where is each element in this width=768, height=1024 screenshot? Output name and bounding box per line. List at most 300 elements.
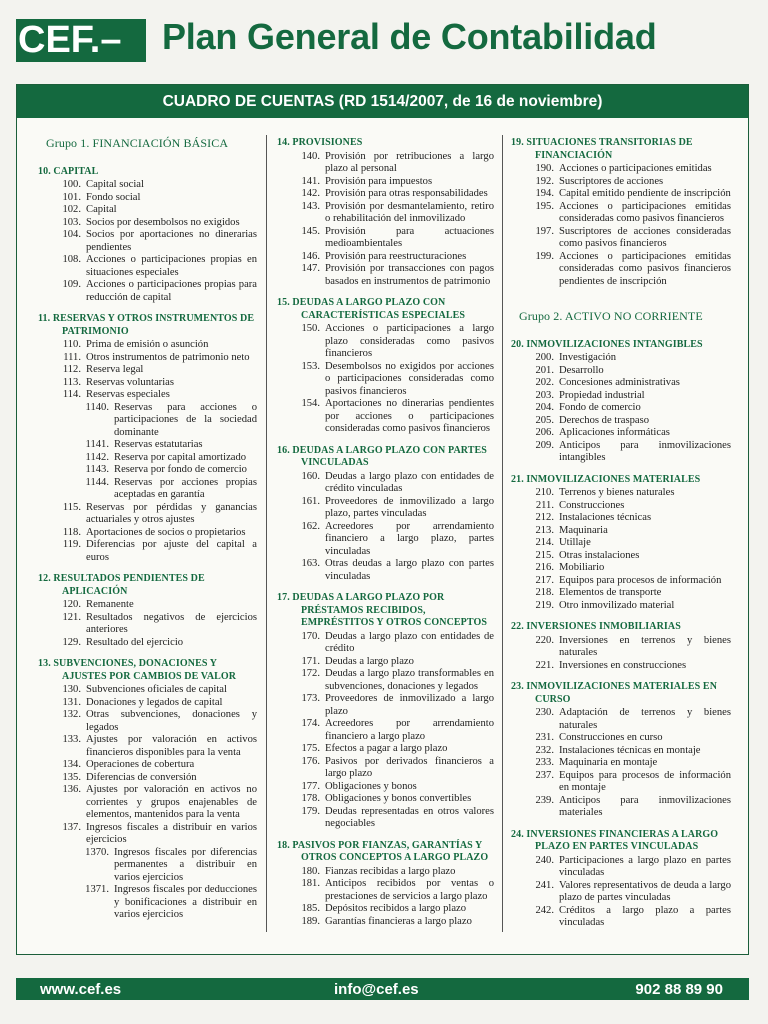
account-number: 1141. <box>85 439 109 450</box>
account-name: Deudas a largo plazo <box>325 655 414 667</box>
account-name: Reservas estatutarias <box>114 439 203 450</box>
account-row <box>38 527 257 540</box>
account-name: Resultados negativos de ejercicios anteriores <box>86 611 257 635</box>
account-row <box>511 562 731 575</box>
account-number: 143. <box>301 200 320 212</box>
account-section <box>38 658 257 922</box>
account-row <box>277 323 494 361</box>
account-row <box>38 759 257 772</box>
account-row <box>38 477 257 502</box>
account-name: Deudas representadas en otros valores negociables <box>325 805 494 829</box>
account-row <box>38 254 257 279</box>
section-heading: 19. SITUACIONES TRANSITORIAS DE FINANCIACIÓN <box>511 137 693 161</box>
account-number: 100. <box>62 179 81 190</box>
account-number: 216. <box>535 562 554 573</box>
account-section <box>277 297 494 436</box>
account-row <box>277 188 494 201</box>
account-row <box>511 377 731 390</box>
account-name: Mobiliario <box>559 562 605 573</box>
account-name: Desembolsos no exigidos por acciones o participaciones consideradas como pasivos financieros <box>325 360 494 397</box>
account-number: 133. <box>62 734 81 745</box>
account-name: Capital emitido pendiente de inscripción <box>559 188 731 199</box>
account-name: Reserva legal <box>86 364 144 375</box>
account-name: Deudas a largo plazo transformables en subvenciones, donaciones y legados <box>325 668 494 692</box>
account-row <box>38 734 257 759</box>
account-number: 209. <box>535 439 554 451</box>
section-heading: 12. RESULTADOS PENDIENTES DE APLICACIÓN <box>38 573 205 597</box>
account-row <box>277 781 494 794</box>
section-heading: 17. DEUDAS A LARGO PLAZO POR PRÉSTAMOS RECIBIDOS, EMPRÉSTITOS Y OTROS CONCEPTOS <box>277 592 488 628</box>
account-number: 203. <box>535 389 554 401</box>
section-heading: 21. INMOVILIZACIONES MATERIALES <box>511 473 701 485</box>
account-name: Proveedores de inmovilizado a largo plazo <box>325 693 494 717</box>
account-row <box>38 192 257 205</box>
account-section <box>277 840 494 929</box>
account-row <box>277 496 494 521</box>
account-name: Acciones o participaciones emitidas <box>559 163 712 174</box>
account-number: 175. <box>301 743 320 754</box>
account-row <box>277 263 494 288</box>
account-number: 171. <box>301 655 320 667</box>
account-row <box>511 795 731 820</box>
account-row <box>38 217 257 230</box>
account-name: Acreedores por arrendamiento financiero a largo plazo <box>325 718 494 742</box>
account-number: 212. <box>535 512 554 523</box>
account-name: Terrenos y bienes naturales <box>559 487 675 498</box>
account-name: Ingresos fiscales a distribuir en varios ejercicios <box>86 821 257 845</box>
account-name: Reservas voluntarias <box>86 376 174 388</box>
section-heading: 24. INVERSIONES FINANCIERAS A LARGO PLAZO EN PARTES VINCULADAS <box>511 828 719 852</box>
account-row <box>38 502 257 527</box>
account-row <box>511 415 731 428</box>
account-name: Capital social <box>86 179 144 190</box>
account-row <box>277 668 494 693</box>
account-row <box>511 660 731 673</box>
account-name: Provisión por desmantelamiento, retiro o rehabilitación del inmovilizado <box>325 200 494 224</box>
account-row <box>277 866 494 879</box>
website-link[interactable]: www.cef.es <box>40 981 122 998</box>
account-number: 215. <box>535 549 554 561</box>
account-section <box>511 474 731 613</box>
account-name: Acciones o participaciones propias en situaciones especiales <box>86 254 257 278</box>
group-heading: Grupo 1. FINANCIACIÓN BÁSICA <box>46 136 229 150</box>
account-name: Adaptación de terrenos y bienes naturales <box>559 707 731 731</box>
account-row <box>38 377 257 390</box>
account-name: Fondo social <box>86 191 141 203</box>
account-row <box>511 251 731 289</box>
account-name: Valores representativos de deuda a largo plazo de partes vinculadas <box>559 879 731 903</box>
account-number: 185. <box>301 903 320 914</box>
account-name: Efectos a pagar a largo plazo <box>325 743 448 754</box>
account-number: 111. <box>63 351 81 363</box>
account-row <box>38 389 257 402</box>
account-name: Reserva por capital amortizado <box>114 451 247 463</box>
account-name: Propiedad industrial <box>559 389 645 401</box>
account-row <box>38 179 257 192</box>
account-row <box>38 612 257 637</box>
column-divider <box>502 135 503 932</box>
account-name: Ingresos fiscales por diferencias permanentes a distribuir en varios ejercicios <box>114 846 257 883</box>
account-row <box>511 525 731 538</box>
account-name: Deudas a largo plazo con entidades de crédito vinculadas <box>325 470 494 494</box>
account-name: Participaciones a largo plazo en partes vinculadas <box>559 854 731 878</box>
account-number: 102. <box>62 204 81 215</box>
account-name: Remanente <box>86 599 134 610</box>
account-name: Equipos para procesos de información en montaje <box>559 769 731 793</box>
account-name: Aplicaciones informáticas <box>559 427 670 438</box>
account-name: Aportaciones de socios o propietarios <box>86 526 246 538</box>
account-row <box>511 757 731 770</box>
account-number: 213. <box>535 524 554 536</box>
account-name: Construcciones en curso <box>559 732 663 743</box>
account-row <box>277 693 494 718</box>
account-name: Deudas a largo plazo con entidades de crédito <box>325 630 494 654</box>
account-row <box>38 204 257 217</box>
account-name: Reservas por pérdidas y ganancias actuariales y otros ajustes <box>86 501 257 525</box>
account-row <box>277 361 494 399</box>
account-name: Garantías financieras a largo plazo <box>325 915 472 927</box>
account-row <box>277 226 494 251</box>
account-number: 200. <box>535 352 554 363</box>
account-row <box>511 550 731 563</box>
account-number: 135. <box>62 771 81 783</box>
account-row <box>511 427 731 440</box>
account-number: 170. <box>301 630 320 642</box>
account-row <box>511 880 731 905</box>
account-row <box>277 201 494 226</box>
account-name: Desarrollo <box>559 364 604 376</box>
account-name: Acciones o participaciones emitidas consideradas como pasivos financieros pendientes de inscripción <box>559 250 731 287</box>
account-name: Elementos de transporte <box>559 587 662 598</box>
account-name: Pasivos por derivados financieros a largo plazo <box>325 755 494 779</box>
account-name: Otras subvenciones, donaciones y legados <box>86 709 257 733</box>
account-row <box>277 521 494 559</box>
account-name: Provisión para actuaciones medioambientales <box>325 225 494 249</box>
account-name: Acciones o participaciones a largo plazo consideradas como pasivos financieros <box>325 323 494 359</box>
account-number: 162. <box>301 520 320 532</box>
section-heading: 13. SUBVENCIONES, DONACIONES Y AJUSTES POR CAMBIOS DE VALOR <box>38 658 237 682</box>
account-name: Créditos a largo plazo a partes vinculadas <box>559 904 731 928</box>
account-row <box>277 251 494 264</box>
account-name: Maquinaria <box>559 524 608 536</box>
accounts-column-2 <box>277 137 494 937</box>
account-row <box>38 822 257 847</box>
account-row <box>511 390 731 403</box>
account-row <box>38 884 257 922</box>
account-name: Ajustes por valoración en activos no corrientes y grupos enajenables de elementos, mantenidos para la venta <box>86 784 257 820</box>
account-name: Capital <box>86 204 117 215</box>
account-name: Provisión por retribuciones a largo plazo al personal <box>325 150 494 174</box>
account-row <box>511 512 731 525</box>
account-name: Reservas por acciones propias aceptadas en garantía <box>114 476 257 500</box>
account-name: Reservas para acciones o participaciones de la sociedad dominante <box>114 401 257 438</box>
account-number: 141. <box>301 175 320 187</box>
account-row <box>38 539 257 564</box>
account-number: 241. <box>535 879 554 891</box>
account-number: 140. <box>301 150 320 162</box>
section-heading: 18. PASIVOS POR FIANZAS, GARANTÍAS Y OTROS CONCEPTOS A LARGO PLAZO <box>277 839 489 863</box>
account-name: Reservas especiales <box>86 389 170 400</box>
phone-number: 902 88 89 90 <box>635 981 723 998</box>
account-row <box>38 279 257 304</box>
account-number: 232. <box>535 744 554 756</box>
account-row <box>38 352 257 365</box>
account-section <box>277 592 494 831</box>
account-number: 205. <box>535 414 554 426</box>
account-number: 237. <box>535 769 554 781</box>
account-name: Diferencias por ajuste del capital a euros <box>86 539 257 563</box>
account-section <box>277 137 494 288</box>
account-row <box>38 637 257 650</box>
account-name: Utillaje <box>559 537 591 548</box>
account-number: 129. <box>62 636 81 648</box>
account-number: 219. <box>535 599 554 611</box>
account-number: 180. <box>301 865 320 877</box>
account-number: 1142. <box>85 451 109 463</box>
account-number: 118. <box>62 526 81 538</box>
account-name: Otro inmovilizado material <box>559 599 675 611</box>
account-row <box>277 903 494 916</box>
account-number: 211. <box>535 499 554 511</box>
account-row <box>38 339 257 352</box>
account-number: 240. <box>535 854 554 866</box>
account-name: Acreedores por arrendamiento financiero a largo plazo, partes vinculadas <box>325 520 494 557</box>
account-name: Instalaciones técnicas en montaje <box>559 744 701 756</box>
section-heading: 20. INMOVILIZACIONES INTANGIBLES <box>511 338 703 350</box>
account-name: Acciones o participaciones emitidas consideradas como pasivos financieros <box>559 200 731 224</box>
account-number: 177. <box>301 780 320 792</box>
account-number: 160. <box>301 470 320 482</box>
account-name: Fondo de comercio <box>559 402 641 413</box>
account-number: 233. <box>535 757 554 768</box>
account-number: 109. <box>62 279 81 290</box>
account-section <box>38 313 257 564</box>
account-number: 197. <box>535 225 554 237</box>
account-number: 178. <box>301 793 320 804</box>
account-number: 201. <box>535 364 554 376</box>
account-number: 137. <box>62 821 81 833</box>
account-number: 199. <box>535 250 554 262</box>
account-number: 104. <box>62 229 81 240</box>
account-section <box>511 621 731 672</box>
account-number: 231. <box>535 732 554 743</box>
account-row <box>277 806 494 831</box>
account-number: 181. <box>301 878 320 889</box>
account-row <box>511 635 731 660</box>
account-row <box>277 756 494 781</box>
account-row <box>511 440 731 465</box>
section-heading: 23. INMOVILIZACIONES MATERIALES EN CURSO <box>511 681 718 705</box>
account-number: 189. <box>301 915 320 927</box>
account-name: Reserva por fondo de comercio <box>114 464 247 475</box>
account-name: Depósitos recibidos a largo plazo <box>325 903 467 914</box>
account-number: 194. <box>535 188 554 199</box>
account-section <box>511 137 731 288</box>
account-name: Concesiones administrativas <box>559 377 680 388</box>
account-row <box>511 770 731 795</box>
account-section <box>511 681 731 820</box>
section-heading: 16. DEUDAS A LARGO PLAZO CON PARTES VINCULADAS <box>277 444 487 468</box>
cef-logo: CEF.– <box>16 19 146 62</box>
account-number: 112. <box>62 364 81 375</box>
account-row <box>38 464 257 477</box>
account-number: 172. <box>301 668 320 679</box>
account-row <box>511 365 731 378</box>
section-heading: 14. PROVISIONES <box>277 137 363 148</box>
account-section <box>38 573 257 649</box>
account-row <box>511 487 731 500</box>
account-number: 242. <box>535 904 554 916</box>
account-name: Otras deudas a largo plazo con partes vinculadas <box>325 558 494 582</box>
account-number: 113. <box>62 376 81 388</box>
account-row <box>277 743 494 756</box>
account-row <box>277 151 494 176</box>
account-section <box>277 445 494 584</box>
account-number: 108. <box>62 254 81 265</box>
account-number: 217. <box>535 574 554 586</box>
account-name: Ajustes por valoración en activos financieros disponibles para la venta <box>86 734 257 758</box>
account-name: Anticipos recibidos por ventas o prestaciones de servicios a largo plazo <box>325 878 494 902</box>
account-row <box>38 784 257 822</box>
account-row <box>38 772 257 785</box>
account-number: 218. <box>535 587 554 598</box>
account-row <box>511 226 731 251</box>
account-row <box>277 878 494 903</box>
account-number: 239. <box>535 794 554 806</box>
account-row <box>511 587 731 600</box>
account-number: 161. <box>301 495 320 507</box>
account-number: 202. <box>535 377 554 388</box>
account-name: Otras instalaciones <box>559 549 640 561</box>
account-row <box>38 684 257 697</box>
account-name: Operaciones de cobertura <box>86 759 195 770</box>
account-number: 147. <box>301 263 320 274</box>
account-number: 230. <box>535 707 554 718</box>
account-row <box>277 656 494 669</box>
section-heading: 22. INVERSIONES INMOBILIARIAS <box>511 621 681 632</box>
account-name: Provisión por transacciones con pagos basados en instrumentos de patrimonio <box>325 263 494 287</box>
account-row <box>38 697 257 710</box>
accounts-column-1 <box>38 137 257 931</box>
account-name: Anticipos para inmovilizaciones intangibles <box>559 439 731 463</box>
account-row <box>511 905 731 930</box>
account-name: Aportaciones no dinerarias pendientes por acciones o participaciones consideradas como pasivos financieros <box>325 398 494 434</box>
account-name: Acciones o participaciones propias para reducción de capital <box>86 279 257 303</box>
account-name: Resultado del ejercicio <box>86 636 184 648</box>
account-row <box>277 398 494 436</box>
group-heading: Grupo 2. ACTIVO NO CORRIENTE <box>519 309 703 323</box>
account-row <box>511 745 731 758</box>
account-name: Donaciones y legados de capital <box>86 696 223 708</box>
account-name: Diferencias de conversión <box>86 771 197 783</box>
account-row <box>38 709 257 734</box>
account-row <box>511 402 731 415</box>
account-row <box>511 732 731 745</box>
account-number: 1370. <box>85 846 109 858</box>
account-row <box>511 707 731 732</box>
account-row <box>277 793 494 806</box>
account-number: 173. <box>301 693 320 704</box>
account-row <box>511 352 731 365</box>
account-number: 136. <box>62 784 81 795</box>
account-row <box>511 855 731 880</box>
account-number: 221. <box>535 659 554 671</box>
account-row <box>511 500 731 513</box>
account-row <box>277 718 494 743</box>
account-number: 214. <box>535 537 554 548</box>
account-name: Instalaciones técnicas <box>559 512 652 523</box>
account-name: Socios por desembolsos no exigidos <box>86 216 240 228</box>
account-row <box>511 600 731 613</box>
account-row <box>277 471 494 496</box>
email-link[interactable]: info@cef.es <box>334 981 419 998</box>
section-banner: CUADRO DE CUENTAS (RD 1514/2007, de 16 de noviembre) <box>17 85 748 118</box>
account-name: Proveedores de inmovilizado a largo plazo, partes vinculadas <box>325 495 494 519</box>
account-number: 103. <box>62 216 81 228</box>
account-row <box>511 163 731 176</box>
account-number: 145. <box>301 225 320 237</box>
account-number: 134. <box>62 759 81 770</box>
account-number: 1140. <box>85 401 109 413</box>
section-heading: 15. DEUDAS A LARGO PLAZO CON CARACTERÍSTICAS ESPECIALES <box>277 297 466 321</box>
page-title: Plan General de Contabilidad <box>162 16 657 57</box>
account-number: 1143. <box>85 464 109 475</box>
account-name: Provisión para reestructuraciones <box>325 250 467 262</box>
account-number: 220. <box>535 634 554 646</box>
account-number: 115. <box>62 501 81 513</box>
account-number: 114. <box>62 389 81 400</box>
account-row <box>511 537 731 550</box>
account-name: Otros instrumentos de patrimonio neto <box>86 351 250 363</box>
account-section <box>511 829 731 930</box>
account-section <box>38 166 257 305</box>
account-name: Subvenciones oficiales de capital <box>86 684 227 695</box>
accounts-column-3 <box>511 137 731 939</box>
account-row <box>277 916 494 929</box>
account-number: 190. <box>535 163 554 174</box>
account-name: Construcciones <box>559 499 625 511</box>
account-name: Maquinaria en montaje <box>559 757 658 768</box>
footer-bar <box>16 978 749 1000</box>
column-divider <box>266 135 267 932</box>
account-name: Inversiones en construcciones <box>559 659 687 671</box>
account-number: 1144. <box>85 476 109 488</box>
account-number: 210. <box>535 487 554 498</box>
account-row <box>38 599 257 612</box>
account-name: Suscriptores de acciones consideradas como pasivos financieros <box>559 225 731 249</box>
account-number: 174. <box>301 718 320 729</box>
account-name: Prima de emisión o asunción <box>86 339 209 350</box>
account-number: 179. <box>301 805 320 817</box>
account-number: 119. <box>62 539 81 550</box>
account-row <box>511 188 731 201</box>
account-number: 132. <box>62 709 81 720</box>
account-row <box>38 402 257 440</box>
account-name: Obligaciones y bonos convertibles <box>325 793 472 804</box>
account-name: Obligaciones y bonos <box>325 780 417 792</box>
account-name: Fianzas recibidas a largo plazo <box>325 865 456 877</box>
account-row <box>511 575 731 588</box>
account-number: 110. <box>62 339 81 350</box>
account-name: Suscriptores de acciones <box>559 175 664 187</box>
account-row <box>511 176 731 189</box>
account-number: 176. <box>301 755 320 767</box>
account-name: Provisión para impuestos <box>325 175 433 187</box>
section-heading: 11. RESERVAS Y OTROS INSTRUMENTOS DE PATRIMONIO <box>38 313 255 337</box>
account-row <box>38 229 257 254</box>
account-name: Investigación <box>559 352 617 363</box>
account-number: 121. <box>62 611 81 623</box>
